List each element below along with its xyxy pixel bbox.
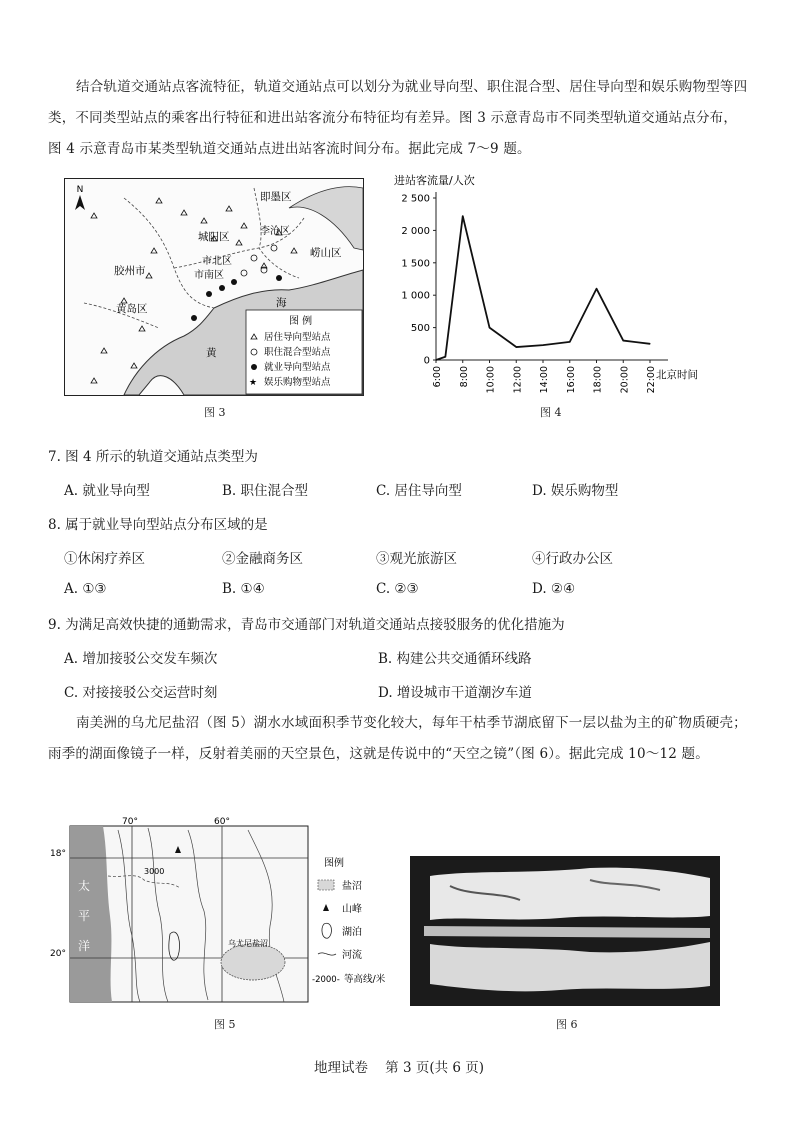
y-tick-label: 2 500 (401, 193, 430, 205)
label-shibei: 市北区 (202, 256, 232, 267)
star-icon: ★ (249, 378, 258, 388)
fig5-legend-contour-sample: -2000- (312, 975, 340, 985)
data-point (649, 343, 650, 344)
fig5-legend-lake: 湖泊 (342, 927, 362, 938)
contour-label: 3000 (144, 867, 165, 876)
x-tick-label: 6:00 (432, 366, 443, 388)
intro-paragraph-1: 结合轨道交通站点客流特征，轨道交通站点可以划分为就业导向型、职住混合型、居住导向型和娱乐购物型等四类，不同类型站点的乘客出行特征和进出站客流分布特征均有差异。图 3 示意青岛市不同类型轨道交通站点分布，图 4 示意青岛市某类型轨道交通站点进出站客流时间分布。据此完成 7～9 题。 (48, 79, 748, 157)
lon-60: 60° (214, 817, 230, 827)
data-point (569, 341, 570, 342)
y-axis-label: 进站客流量/人次 (394, 174, 475, 187)
x-axis-label: 北京时间 (656, 369, 698, 381)
q7-option-a[interactable]: A. 就业导向型 (64, 483, 150, 499)
lon-70: 70° (122, 817, 138, 827)
label-licang: 李沧区 (260, 226, 290, 237)
series-line (436, 216, 650, 360)
x-tick-label: 16:00 (565, 366, 577, 394)
label-huangdao: 黄岛区 (116, 303, 148, 315)
q8-option-a[interactable]: A. ①③ (64, 581, 107, 597)
lat-20: 20° (50, 949, 66, 959)
q8-stem: 8. 属于就业导向型站点分布区域的是 (48, 517, 268, 533)
y-tick-label: 500 (410, 323, 430, 335)
x-tick-label: 10:00 (485, 366, 497, 394)
q9-option-b[interactable]: B. 构建公共交通循环线路 (378, 651, 532, 667)
ocean-label-2: 平 (78, 909, 91, 923)
x-tick-label: 18:00 (592, 366, 604, 394)
figure-6-photo (410, 856, 720, 1006)
q9-option-c[interactable]: C. 对接接驳公交运营时刻 (64, 685, 218, 701)
label-chengyang: 城阳区 (198, 231, 230, 243)
x-tick-label: 20:00 (619, 366, 631, 394)
label-huang-sea: 黄 (206, 347, 217, 359)
legend-residential: 居住导向型站点 (264, 332, 331, 343)
figure-5-caption: 图 5 (214, 1018, 236, 1031)
chart-svg (388, 170, 728, 400)
fig5-legend-river: 河流 (342, 950, 362, 961)
q8-option-d[interactable]: D. ②④ (532, 581, 576, 597)
label-shinan: 市南区 (194, 270, 224, 281)
y-tick-label: 1 500 (401, 258, 430, 270)
q8-option-c[interactable]: C. ②③ (376, 581, 419, 597)
q7-option-d[interactable]: D. 娱乐购物型 (532, 483, 619, 499)
figure-4-chart (388, 170, 728, 400)
svg-text:N: N (76, 185, 84, 195)
legend-entertainment: 娱乐购物型站点 (264, 377, 331, 388)
q9-option-a[interactable]: A. 增加接驳公交发车频次 (64, 651, 218, 667)
q8-item-3: ③观光旅游区 (376, 551, 457, 567)
q9-stem: 9. 为满足高效快捷的通勤需求，青岛市交通部门对轨道交通站点接驳服务的优化措施为 (48, 617, 565, 633)
salt-flat-label: 乌尤尼盐沼 (228, 939, 268, 948)
data-point (489, 327, 490, 328)
figure-5-map (48, 816, 396, 1012)
q8-item-1: ①休闲疗养区 (64, 551, 145, 567)
data-point (623, 340, 624, 341)
fig5-legend-salt: 盐沼 (342, 881, 362, 892)
data-point (445, 356, 446, 357)
label-jiaozhou: 胶州市 (114, 265, 146, 277)
figure-3-caption: 图 3 (204, 406, 226, 419)
x-tick-label: 12:00 (512, 366, 524, 394)
q8-item-4: ④行政办公区 (532, 551, 613, 567)
fig5-legend-title: 图例 (324, 858, 344, 869)
legend-employment: 就业导向型站点 (264, 362, 331, 373)
q9-option-d[interactable]: D. 增设城市干道潮汐车道 (378, 685, 532, 701)
q7-option-c[interactable]: C. 居住导向型 (376, 483, 462, 499)
legend-title: 图 例 (289, 316, 313, 327)
x-tick-label: 22:00 (646, 366, 657, 394)
salt-legend-icon (318, 880, 334, 890)
data-point (516, 346, 517, 347)
label-laoshan: 崂山区 (310, 247, 342, 259)
data-point (435, 359, 436, 360)
figure-3-map (64, 178, 364, 396)
fig5-legend-peak: 山峰 (342, 904, 362, 915)
q8-item-2: ②金融商务区 (222, 551, 303, 567)
y-tick-label: 0 (423, 355, 430, 367)
page-footer: 地理试卷 第 3 页(共 6 页) (314, 1060, 485, 1076)
label-jimo: 即墨区 (260, 191, 292, 203)
q7-stem: 7. 图 4 所示的轨道交通站点类型为 (48, 449, 258, 465)
ocean-label-1: 太 (78, 879, 91, 893)
intro-paragraph-2: 南美洲的乌尤尼盐沼（图 5）湖水水域面积季节变化较大，每年干枯季节湖底留下一层以盐为主的矿物质硬壳；雨季的湖面像镜子一样，反射着美丽的天空景色，这就是传说中的“天空之镜”（图 6）。据此完成 10～12 题。 (48, 715, 747, 762)
river-legend-icon (318, 953, 336, 955)
data-point (596, 288, 597, 289)
y-tick-label: 1 000 (401, 290, 430, 302)
lake-legend-icon (322, 923, 332, 938)
x-tick-label: 8:00 (458, 366, 470, 388)
legend-mixed: 职住混合型站点 (264, 347, 331, 358)
data-point (462, 216, 463, 217)
q7-option-b[interactable]: B. 职住混合型 (222, 483, 309, 499)
figure-6-caption: 图 6 (556, 1018, 578, 1031)
lat-18: 18° (50, 849, 66, 859)
y-tick-label: 2 000 (401, 225, 430, 237)
x-tick-label: 14:00 (539, 366, 550, 394)
data-point (542, 344, 543, 345)
ocean-label-3: 洋 (78, 939, 91, 953)
figure-4-caption: 图 4 (540, 406, 562, 419)
q8-option-b[interactable]: B. ①④ (222, 581, 265, 597)
peak-legend-icon (323, 904, 329, 911)
fig5-legend-contour: 等高线/米 (344, 974, 386, 985)
label-sea: 海 (276, 297, 287, 309)
